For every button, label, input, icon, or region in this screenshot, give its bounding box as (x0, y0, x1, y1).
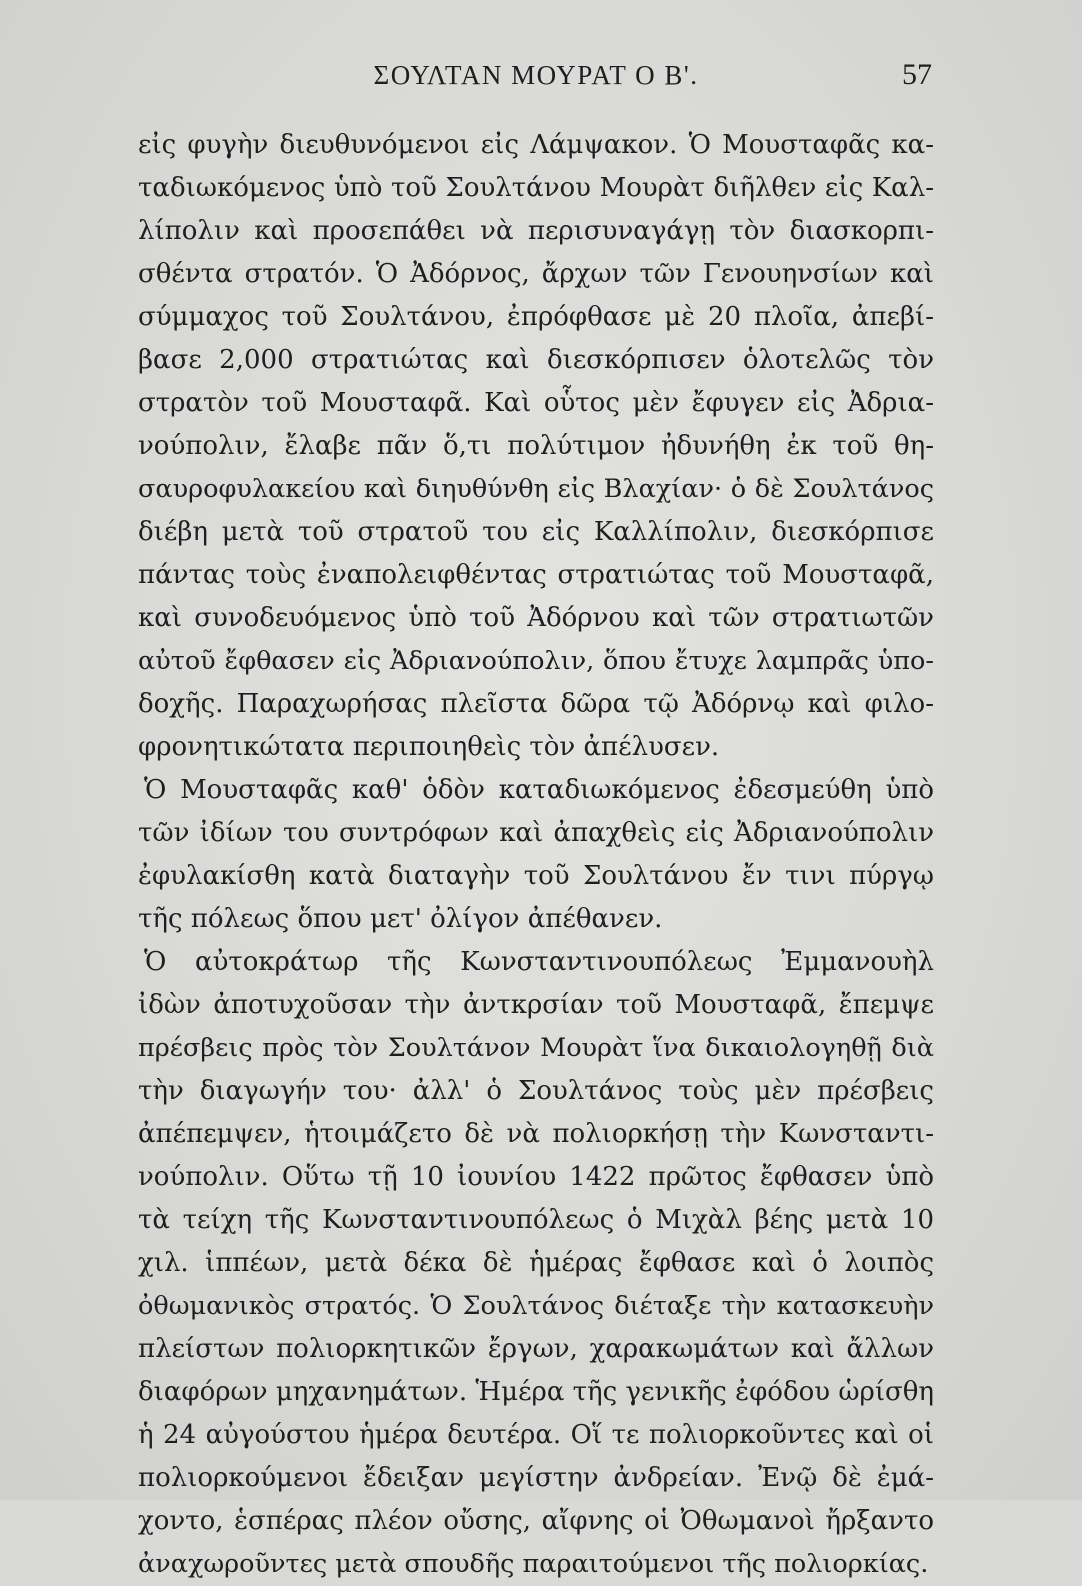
text-line: τῆς πόλεως ὅπου μετ' ὀλίγον ἀπέθανεν. (138, 904, 663, 934)
text-line: ὀθωμανικὸς στρατός. Ὁ Σουλτάνος διέταξε τὴν κατασκευὴν (138, 1291, 934, 1321)
body-text (138, 124, 934, 1586)
text-line: νούπολιν. Οὕτω τῇ 10 ἰουνίου 1422 πρῶτος ἔφθασεν ὑπὸ (138, 1162, 934, 1192)
text-line: διέβη μετὰ τοῦ στρατοῦ του εἰς Καλλίπολιν, διεσκόρπισε (138, 517, 934, 547)
text-line: ἀναχωροῦντες μετὰ σπουδῆς παραιτούμενοι τῆς πολιορκίας. (138, 1549, 929, 1579)
text-line: ἐφυλακίσθη κατὰ διαταγὴν τοῦ Σουλτάνου ἔν τινι πύργῳ (138, 861, 934, 891)
text-line: ταδιωκόμενος ὑπὸ τοῦ Σουλτάνου Μουρὰτ διῆλθεν εἰς Καλ- (138, 173, 934, 203)
text-line: Ὁ αὐτοκράτωρ τῆς Κωνσταντινουπόλεως Ἐμμανουὴλ (144, 947, 934, 977)
text-line: νούπολιν, ἔλαβε πᾶν ὅ,τι πολύτιμον ἠδυνήθη ἐκ τοῦ θη- (138, 431, 934, 461)
text-line: αὐτοῦ ἔφθασεν εἰς Ἀδριανούπολιν, ὅπου ἔτυχε λαμπρᾶς ὑπο- (138, 646, 934, 676)
text-line: σαυροφυλακείου καὶ διηυθύνθη εἰς Βλαχίαν· ὁ δὲ Σουλτάνος (138, 474, 934, 504)
text-line: πάντας τοὺς ἐναπολειφθέντας στρατιώτας τοῦ Μουσταφᾶ, (138, 560, 934, 590)
text-line: ἡ 24 αὐγούστου ἡμέρα δευτέρα. Οἵ τε πολιορκοῦντες καὶ οἱ (138, 1420, 934, 1450)
text-line: σύμμαχος τοῦ Σουλτάνου, ἐπρόφθασε μὲ 20 πλοῖα, ἀπεβί- (138, 302, 934, 332)
text-line: Ὁ Μουσταφᾶς καθ' ὁδὸν καταδιωκόμενος ἐδεσμεύθη ὑπὸ (144, 775, 934, 805)
text-lines (138, 124, 934, 1586)
text-line: στρατὸν τοῦ Μουσταφᾶ. Καὶ οὗτος μὲν ἔφυγεν εἰς Ἀδρια- (138, 388, 934, 418)
text-line: βασε 2,000 στρατιώτας καὶ διεσκόρπισεν ὁλοτελῶς τὸν (138, 345, 934, 375)
text-line: τὴν διαγωγήν του· ἀλλ' ὁ Σουλτάνος τοὺς μὲν πρέσβεις (138, 1076, 934, 1106)
text-line: πρέσβεις πρὸς τὸν Σουλτάνον Μουρὰτ ἵνα δικαιολογηθῇ διὰ (138, 1033, 934, 1063)
text-line: δοχῆς. Παραχωρήσας πλεῖστα δῶρα τῷ Ἀδόρνῳ καὶ φιλο- (138, 689, 934, 719)
text-line: ἀπέπεμψεν, ἡτοιμάζετο δὲ νὰ πολιορκήσῃ τὴν Κωνσταντι- (138, 1119, 934, 1149)
text-line: πλείστων πολιορκητικῶν ἔργων, χαρακωμάτων καὶ ἄλλων (138, 1334, 934, 1364)
text-line: τῶν ἰδίων του συντρόφων καὶ ἀπαχθεὶς εἰς Ἀδριανούπολιν (138, 818, 934, 848)
text-line: φρονητικώτατα περιποιηθεὶς τὸν ἀπέλυσεν. (138, 732, 720, 762)
text-line: διαφόρων μηχανημάτων. Ἡμέρα τῆς γενικῆς ἐφόδου ὡρίσθη (138, 1377, 934, 1407)
text-line: ἰδὼν ἀποτυχοῦσαν τὴν ἀντκρσίαν τοῦ Μουσταφᾶ, ἔπεμψε (138, 990, 934, 1020)
page-number: 57 (902, 58, 932, 91)
text-line: καὶ συνοδευόμενος ὑπὸ τοῦ Ἀδόρνου καὶ τῶν στρατιωτῶν (138, 603, 934, 633)
text-line: τὰ τείχη τῆς Κωνσταντινουπόλεως ὁ Μιχὰλ βέης μετὰ 10 (138, 1205, 934, 1235)
running-head (140, 58, 932, 98)
text-line: λίπολιν καὶ προσεπάθει νὰ περισυναγάγῃ τὸν διασκορπι- (138, 216, 934, 246)
running-title: ΣΟΥΛΤΑΝ ΜΟΥΡΑΤ Ο Β'. (373, 60, 699, 90)
text-line: χοντο, ἑσπέρας πλέον οὔσης, αἴφνης οἱ Ὀθωμανοὶ ἤρξαντο (138, 1506, 934, 1536)
text-line: σθέντα στρατόν. Ὁ Ἀδόρνος, ἄρχων τῶν Γενουηνσίων καὶ (138, 259, 934, 289)
text-line: χιλ. ἱππέων, μετὰ δέκα δὲ ἡμέρας ἔφθασε καὶ ὁ λοιπὸς (138, 1248, 934, 1278)
text-line: πολιορκούμενοι ἔδειξαν μεγίστην ἀνδρείαν. Ἐνῷ δὲ ἐμά- (138, 1463, 934, 1493)
text-line: εἰς φυγὴν διευθυνόμενοι εἰς Λάμψακον. Ὁ Μουσταφᾶς κα- (138, 130, 934, 160)
